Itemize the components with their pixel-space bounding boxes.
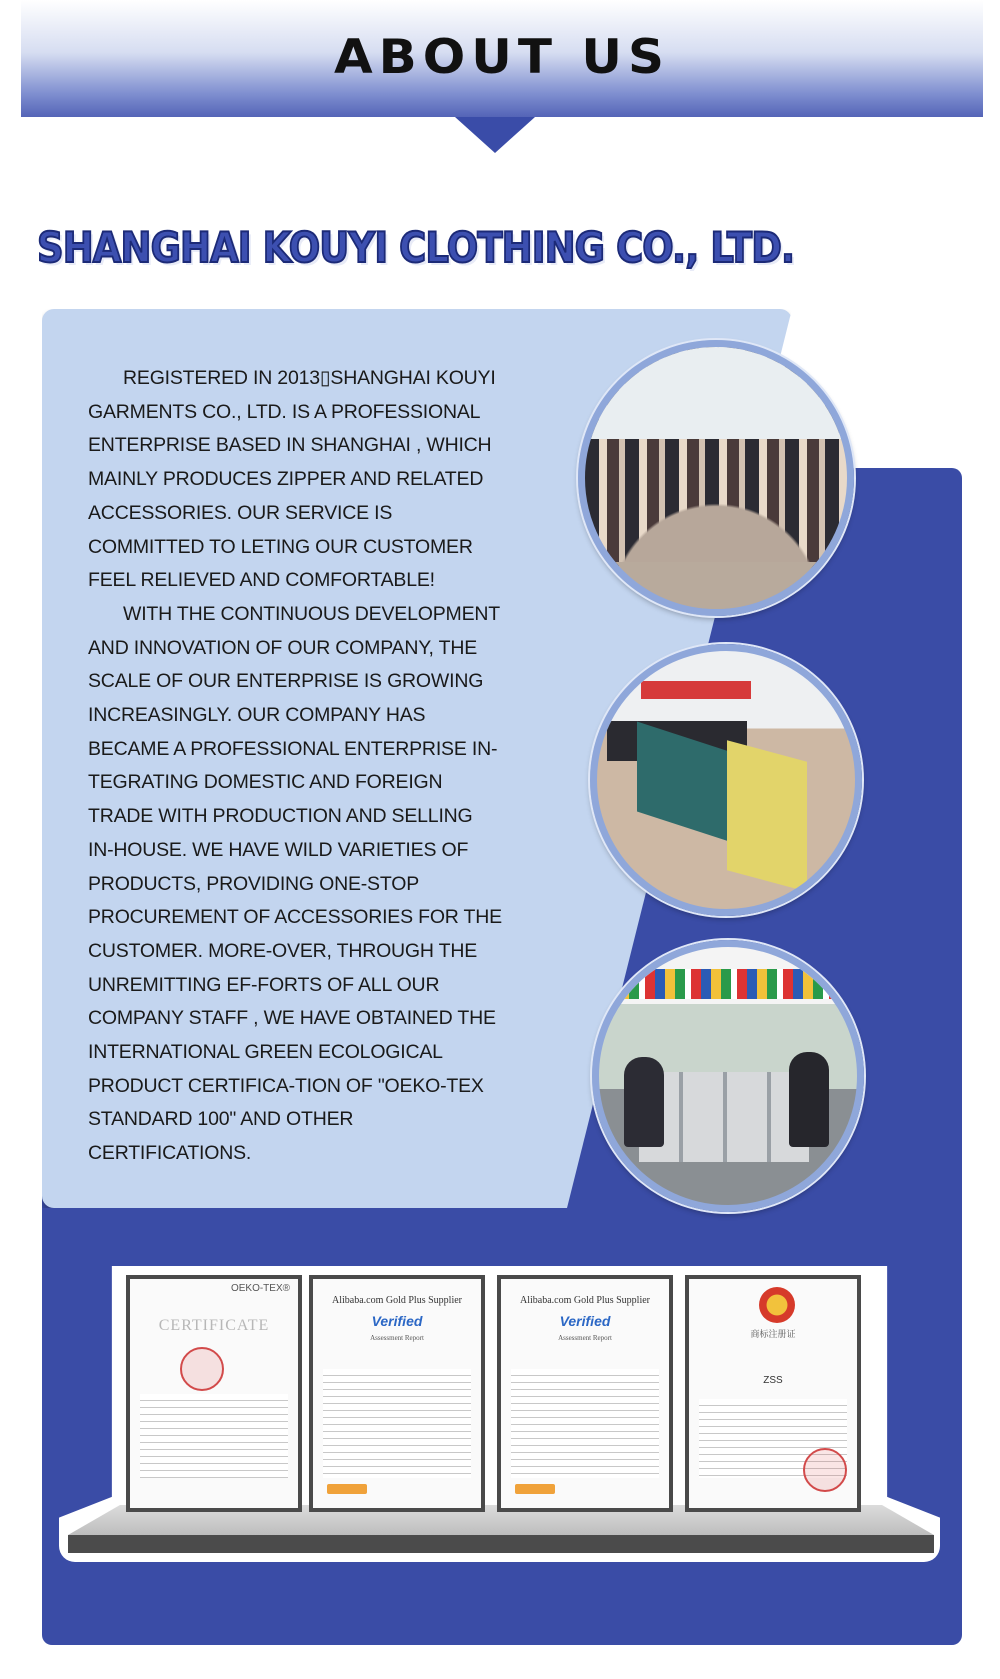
page-title: ABOUT US (333, 29, 671, 85)
verified-badge: Verified (559, 1313, 611, 1329)
cert-title: 商标注册证 (750, 1329, 796, 1339)
trademark-certificate (685, 1275, 861, 1512)
about-paragraph-2: WITH THE CONTINUOUS DEVELOPMENT AND INNOVATION OF OUR COMPANY, THE SCALE OF OUR ENTERPRISE IS GROWING INCREASINGLY. OUR COMPANY HAS BECAME A PROFESSIONAL ENTERPRISE IN-TEGRATING DOMESTIC AND FOREIGN TRADE WITH PRODUCTION AND SELLING IN-HOUSE. WE HAVE WILD VARIETIES OF PRODUCTS, PROVIDING ONE-STOP PROCUREMENT OF ACCESSORIES FOR THE CUSTOMER. MORE-OVER, THROUGH THE UNREMITTING EF-FORTS OF ALL OUR COMPANY STAFF , WE HAVE OBTAINED THE INTERNATIONAL GREEN ECOLOGICAL PRODUCT CERTIFICA-TION OF "OEKO-TEX STANDARD 100" AND OTHER CERTIFICATIONS. (88, 602, 502, 1165)
alibaba-report-2 (497, 1275, 673, 1512)
cert-title: Alibaba.com Gold Plus Supplier (332, 1295, 462, 1306)
banner-arrow-icon (455, 117, 535, 153)
cert-subtitle: Assessment Report (370, 1334, 424, 1342)
verified-badge: Verified (371, 1313, 423, 1329)
annual-meeting-photo (590, 644, 862, 916)
oeko-tex-certificate (126, 1275, 302, 1512)
cert-corner-label: OEKO-TEX® (230, 1283, 290, 1294)
cert-heading: CERTIFICATE (158, 1317, 270, 1334)
seal-icon (180, 1347, 224, 1391)
office-photo (592, 940, 864, 1212)
alibaba-report-1 (309, 1275, 485, 1512)
cert-subtitle: Assessment Report (558, 1334, 612, 1342)
alibaba-logo-icon (327, 1484, 367, 1494)
company-name: SHANGHAI KOUYI CLOTHING CO., LTD. (37, 223, 795, 272)
cert-title: Alibaba.com Gold Plus Supplier (520, 1295, 650, 1306)
seal-icon (803, 1448, 847, 1492)
national-emblem-icon (759, 1287, 795, 1323)
team-group-photo (578, 340, 854, 616)
alibaba-logo-icon (515, 1484, 555, 1494)
header-banner (21, 0, 983, 117)
about-paragraph-1: REGISTERED IN 2013▯SHANGHAI KOUYI GARMENTS CO., LTD. IS A PROFESSIONAL ENTERPRISE BASED IN SHANGHAI , WHICH MAINLY PRODUCES ZIPPER AND RELATED ACCESSORIES. OUR SERVICE IS COMMITTED TO LETING OUR CUSTOMER FEEL RELIEVED AND COMFORTABLE! (88, 367, 496, 592)
about-description (88, 362, 503, 1171)
certificate-shelf-base (68, 1535, 934, 1553)
trademark-number: ZSS (763, 1375, 783, 1386)
